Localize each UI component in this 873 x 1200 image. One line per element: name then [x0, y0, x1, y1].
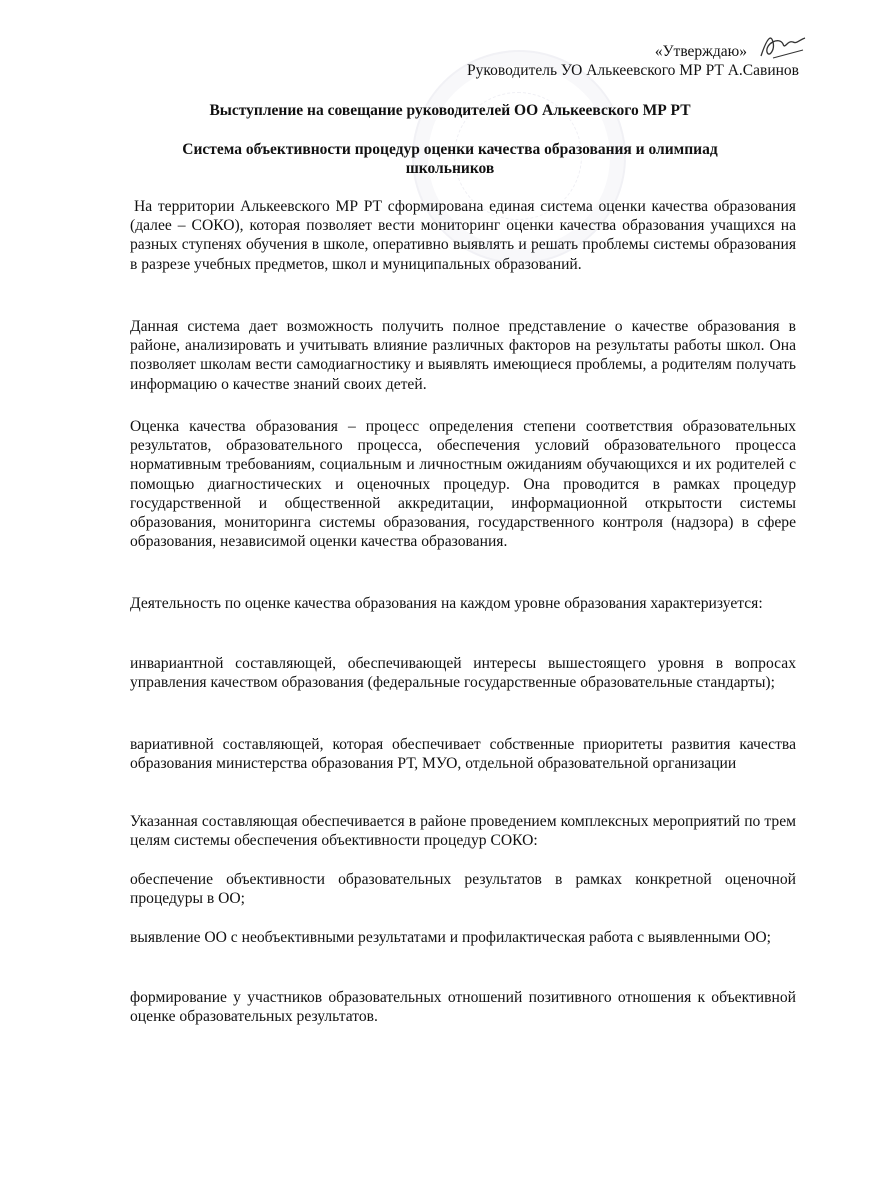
paragraph-6: вариативной составляющей, которая обеспечивает собственные приоритеты развития качества образования министерства образования РТ, МУО, отдельной образовательной организации — [130, 736, 796, 773]
signature-mark — [757, 28, 807, 62]
paragraph-7: Указанная составляющая обеспечивается в районе проведением комплексных мероприятий по трем целям системы обеспечения объективности процедур СОКО: — [130, 813, 796, 850]
paragraph-10: формирование у участников образовательных отношений позитивного отношения к объективной оценке образовательных результатов. — [130, 989, 796, 1026]
paragraph-3: Оценка качества образования – процесс определения степени соответствия образовательных результатов, образовательного процесса, обеспечения условий образовательного процесса нормативным требованиям, социальным и личностным ожиданиям обучающихся и их родителей с помощью диагностических и оценочных процедур. Она проводится в рамках процедур государственной и общественной аккредитации, информационной открытости системы образования, мониторинга системы образования, государственного контроля (надзора) в сфере образования, независимой оценки качества образования. — [130, 418, 796, 551]
paragraph-5: инвариантной составляющей, обеспечивающей интересы вышестоящего уровня в вопросах управления качеством образования (федеральные государственные образовательные стандарты); — [130, 655, 796, 692]
document-subtitle: Система объективности процедур оценки качества образования и олимпиад школьников — [182, 141, 718, 177]
paragraph-4: Деятельность по оценке качества образования на каждом уровне образования характеризуется: — [130, 595, 763, 612]
paragraph-1: На территории Алькеевского МР РТ сформирована единая система оценки качества образования (далее – СОКО), которая позволяет вести мониторинг оценки качества образования учащихся на разных ступенях обучения в школе, оперативно выявлять и решать проблемы системы образования в разрезе учебных предметов, школ и муниципальных образований. — [130, 198, 796, 273]
approval-label: «Утверждаю» — [654, 43, 747, 60]
paragraph-9: выявление ОО с необъективными результатами и профилактическая работа с выявленными ОО; — [130, 929, 771, 946]
paragraph-2: Данная система дает возможность получить полное представление о качестве образования в районе, анализировать и учитывать влияние различных факторов на результаты работы школ. Она позволяет школам вести самодиагностику и выявлять имеющиеся проблемы, а родителям получать информацию о качестве знаний своих детей. — [130, 318, 796, 393]
document-title: Выступление на совещание руководителей ОО Алькеевского МР РТ — [209, 102, 691, 119]
approver-line: Руководитель УО Алькеевского МР РТ А.Савинов — [467, 62, 799, 79]
paragraph-8: обеспечение объективности образовательных результатов в рамках конкретной оценочной процедуры в ОО; — [130, 871, 796, 908]
